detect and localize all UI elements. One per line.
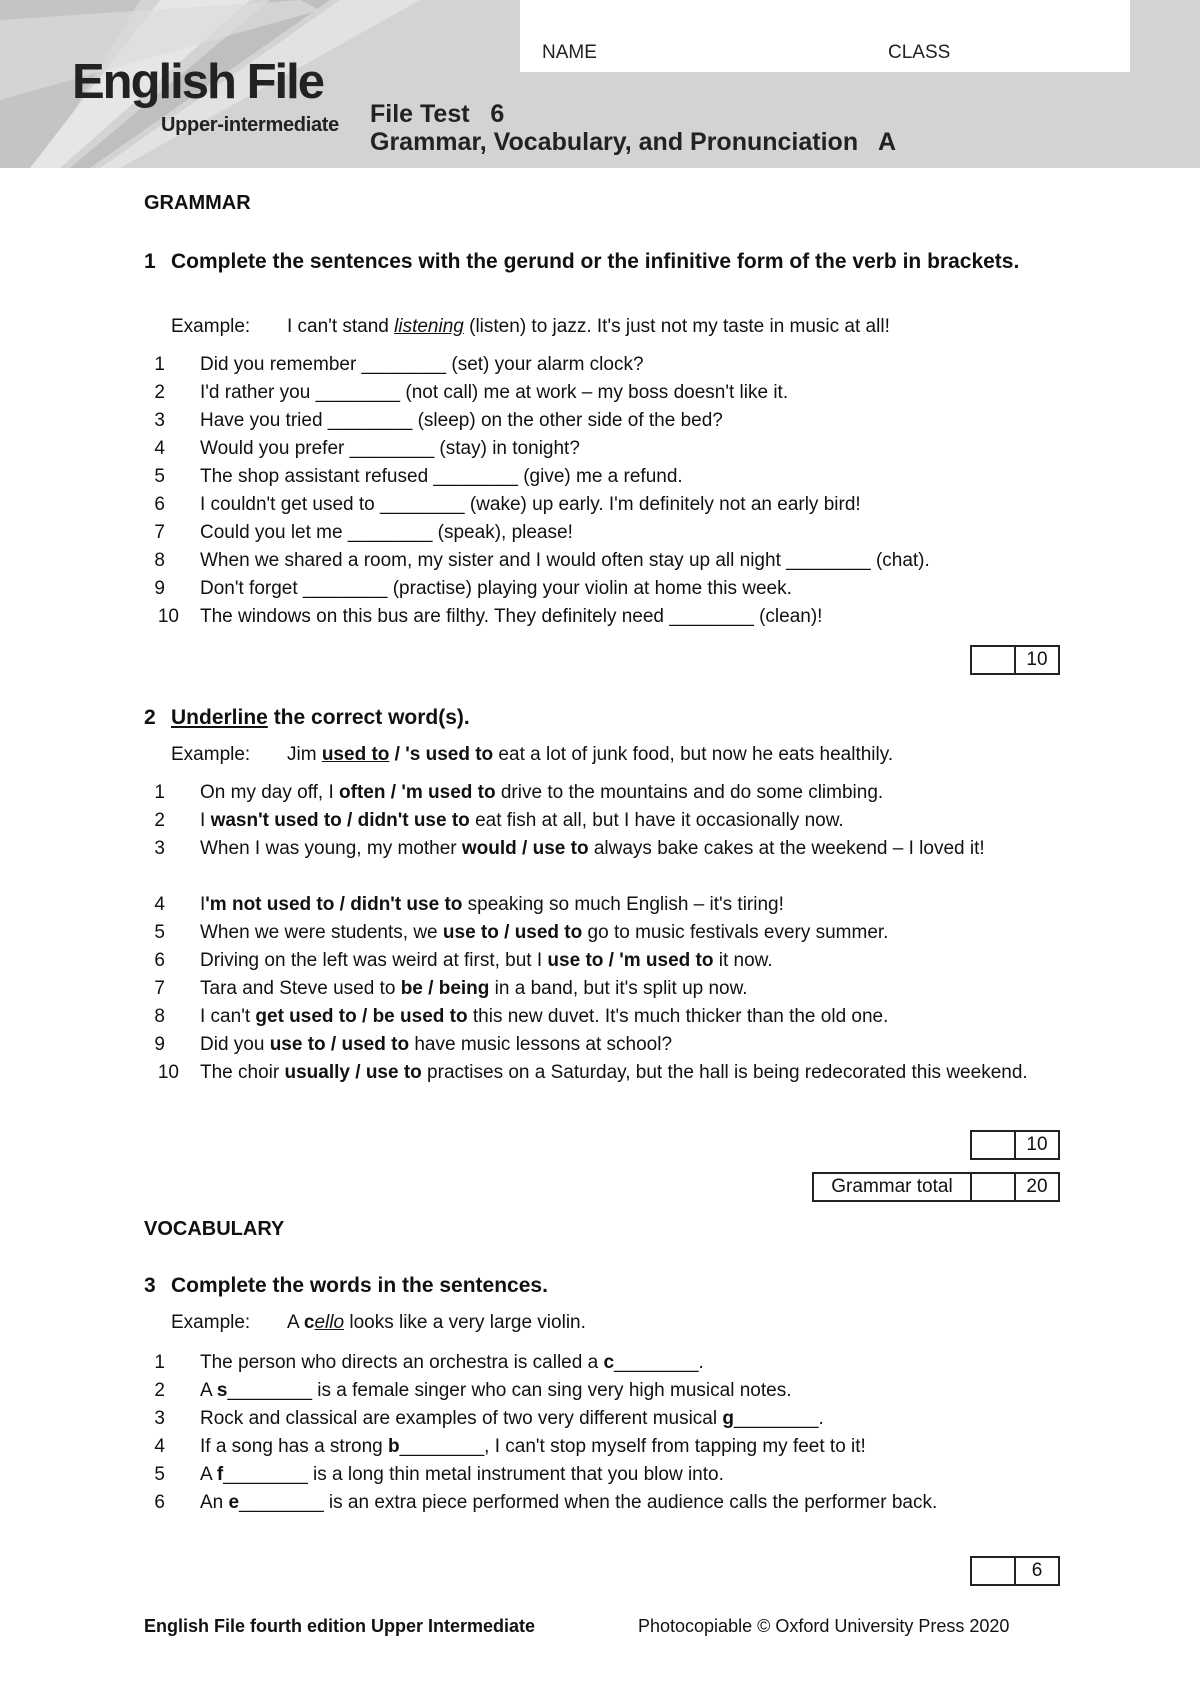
question-1-title <box>144 248 1064 275</box>
option-a[interactable]: wasn't used to <box>210 810 342 831</box>
option-b[interactable]: 'm used to <box>401 782 496 803</box>
item-text: Did you use to / used to have music lessons at school? <box>200 1034 673 1055</box>
item-text: When we were students, we use to / used to go to music festivals every summer. <box>200 922 889 943</box>
item-text: The choir usually / use to practises on a Saturday, but the hall is being redecorated this weekend. <box>200 1062 1028 1083</box>
question-item <box>154 1349 1071 1377</box>
first-letter-hint: g <box>722 1408 734 1429</box>
option-b[interactable]: be used to <box>372 1006 468 1027</box>
item-text: A s________ is a female singer who can sing very high musical notes. <box>200 1380 792 1401</box>
answer-blank[interactable]: ________ is a female singer who can sing very high musical notes. <box>227 1380 792 1401</box>
option-b[interactable]: used to <box>514 922 583 943</box>
file-test-title: File Test 6 <box>370 100 505 128</box>
item-text: When I was young, my mother would / use to always bake cakes at the weekend – I loved it! <box>200 838 985 859</box>
question-item <box>154 463 1071 491</box>
item-number: 2 <box>154 810 165 831</box>
option-a[interactable]: use to <box>547 950 604 971</box>
item-text: The shop assistant refused ________ (give) me a refund. <box>200 466 683 487</box>
question-item <box>154 1489 1071 1517</box>
option-a[interactable]: usually <box>284 1062 350 1083</box>
option-b[interactable]: didn't use to <box>350 894 463 915</box>
item-text: I couldn't get used to ________ (wake) up early. I'm definitely not an early bird! <box>200 494 861 515</box>
question-item <box>154 435 1071 463</box>
example-label: Example: <box>171 316 251 337</box>
question-item <box>154 407 1071 435</box>
example-wrong-option: 's used to <box>405 744 494 765</box>
item-number: 10 <box>157 606 179 627</box>
question-item <box>154 491 1071 519</box>
item-text: Have you tried ________ (sleep) on the other side of the bed? <box>200 410 723 431</box>
item-number: 7 <box>154 522 165 543</box>
item-number: 9 <box>154 578 165 599</box>
item-number: 3 <box>154 1408 165 1429</box>
answer-blank[interactable]: ________, I can't stop myself from tapping my feet to it! <box>399 1436 866 1457</box>
option-a[interactable]: use to <box>269 1034 326 1055</box>
question-item <box>154 1377 1071 1405</box>
item-text: Don't forget ________ (practise) playing your violin at home this week. <box>200 578 792 599</box>
question-item <box>154 891 1071 919</box>
grammar-total-box <box>812 1172 1060 1202</box>
option-separator: / <box>516 838 533 859</box>
item-text: If a song has a strong b________, I can't stop myself from tapping my feet to it! <box>200 1436 866 1457</box>
score-entry[interactable] <box>972 1558 1014 1584</box>
question-number: 3 <box>144 1274 156 1297</box>
option-separator: / <box>356 1006 373 1027</box>
option-separator: / <box>603 950 620 971</box>
item-number: 2 <box>154 382 165 403</box>
option-a[interactable]: would <box>461 838 517 859</box>
item-text: When we shared a room, my sister and I would often stay up all night ________ (chat). <box>200 550 930 571</box>
vocabulary-heading: VOCABULARY <box>144 1218 285 1240</box>
item-text: The windows on this bus are filthy. They definitely need ________ (clean)! <box>200 606 823 627</box>
item-number: 5 <box>154 1464 165 1485</box>
question-item <box>157 1059 1071 1087</box>
question-item <box>154 835 1071 863</box>
question-item <box>154 975 1071 1003</box>
option-separator: / <box>349 1062 366 1083</box>
item-text: I'm not used to / didn't use to speaking so much English – it's tiring! <box>200 894 784 915</box>
score-max: 10 <box>1014 1132 1058 1158</box>
question-item <box>154 919 1071 947</box>
footer-copyright: Photocopiable © Oxford University Press 2020 <box>638 1616 1010 1636</box>
question-item <box>154 519 1071 547</box>
item-text: I wasn't used to / didn't use to eat fish at all, but I have it occasionally now. <box>200 810 844 831</box>
item-number: 8 <box>154 1006 165 1027</box>
question-1-score-box <box>970 645 1060 675</box>
question-item <box>154 1461 1071 1489</box>
name-label: NAME <box>542 42 597 63</box>
item-text: Rock and classical are examples of two very different musical g________. <box>200 1408 824 1429</box>
first-letter-hint: f <box>216 1464 224 1485</box>
grammar-total-label: Grammar total <box>831 1176 953 1197</box>
score-entry[interactable] <box>972 1132 1014 1158</box>
item-number: 5 <box>154 922 165 943</box>
first-letter-hint: s <box>216 1380 228 1401</box>
item-text: A f________ is a long thin metal instrument that you blow into. <box>200 1464 724 1485</box>
answer-blank[interactable]: ________ is a long thin metal instrument that you blow into. <box>223 1464 724 1485</box>
question-item <box>154 947 1071 975</box>
question-item <box>157 603 1071 631</box>
first-letter-hint: c <box>603 1352 615 1373</box>
item-number: 6 <box>154 950 165 971</box>
option-b[interactable]: use to <box>365 1062 422 1083</box>
logo-subtitle: Upper-intermediate <box>161 114 339 136</box>
question-item <box>154 379 1071 407</box>
question-3-title <box>144 1272 1064 1299</box>
option-separator: / <box>341 810 358 831</box>
question-item <box>154 351 1071 379</box>
item-number: 4 <box>154 438 165 459</box>
question-2-title: 2 Underline the correct word(s). <box>144 706 470 729</box>
question-3-example: Example: A cello looks like a very large violin. <box>171 1312 586 1333</box>
item-number: 2 <box>154 1380 165 1401</box>
option-b[interactable]: didn't use to <box>357 810 470 831</box>
first-letter-hint: e <box>228 1492 240 1513</box>
item-text: Tara and Steve used to be / being in a band, but it's split up now. <box>200 978 748 999</box>
question-item <box>154 1031 1071 1059</box>
item-number: 1 <box>154 1352 165 1373</box>
test-subtitle: Grammar, Vocabulary, and Pronunciation A <box>370 128 897 156</box>
item-text: Could you let me ________ (speak), please! <box>200 522 573 543</box>
question-2-score-box <box>970 1130 1060 1160</box>
item-text: The person who directs an orchestra is called a c________. <box>200 1352 704 1373</box>
item-text: I can't get used to / be used to this new duvet. It's much thicker than the old one. <box>200 1006 889 1027</box>
example-label: Example: <box>171 744 251 765</box>
item-text: I'd rather you ________ (not call) me at work – my boss doesn't like it. <box>200 382 789 403</box>
item-text: An e________ is an extra piece performed when the audience calls the performer back. <box>200 1492 938 1513</box>
page-header <box>0 0 1200 168</box>
answer-blank[interactable]: ________. <box>733 1408 824 1429</box>
question-number: 1 <box>144 250 156 273</box>
name-class-box <box>520 0 1130 72</box>
example-answer: ello <box>314 1312 345 1333</box>
item-text: Did you remember ________ (set) your alarm clock? <box>200 354 644 375</box>
first-letter-hint: b <box>388 1436 400 1457</box>
option-separator: / <box>498 922 515 943</box>
item-number: 4 <box>154 894 165 915</box>
item-number: 6 <box>154 494 165 515</box>
option-a[interactable]: often <box>339 782 386 803</box>
question-3-score-box <box>970 1556 1060 1586</box>
question-item <box>154 807 1071 835</box>
item-number: 1 <box>154 782 165 803</box>
question-1-example: Example: I can't stand listening (listen) to jazz. It's just not my taste in music at all! <box>171 316 890 337</box>
item-number: 5 <box>154 466 165 487</box>
question-item <box>154 1405 1071 1433</box>
footer-edition: English File fourth edition Upper Intermediate <box>144 1616 536 1636</box>
item-number: 9 <box>154 1034 165 1055</box>
score-max: 10 <box>1014 647 1058 673</box>
question-item <box>154 547 1071 575</box>
question-instruction: Complete the sentences with the gerund or the infinitive form of the verb in brackets. <box>171 250 1020 273</box>
item-number: 8 <box>154 550 165 571</box>
option-a[interactable]: get used to <box>255 1006 357 1027</box>
item-text: On my day off, I often / 'm used to drive to the mountains and do some climbing. <box>200 782 884 803</box>
item-number: 1 <box>154 354 165 375</box>
item-number: 6 <box>154 1492 165 1513</box>
score-max: 20 <box>1014 1174 1058 1200</box>
option-b[interactable]: 'm used to <box>619 950 714 971</box>
option-a[interactable]: 'm not used to <box>205 894 335 915</box>
question-item <box>154 1433 1071 1461</box>
option-separator: / <box>325 1034 342 1055</box>
option-a[interactable]: use to <box>442 922 499 943</box>
question-number: 2 <box>144 706 156 729</box>
grammar-heading: GRAMMAR <box>144 192 251 214</box>
question-item <box>154 1003 1071 1031</box>
item-number: 4 <box>154 1436 165 1457</box>
option-separator: / <box>385 782 402 803</box>
item-number: 10 <box>157 1062 179 1083</box>
option-b[interactable]: being <box>438 978 490 999</box>
score-entry[interactable] <box>972 647 1014 673</box>
question-2-example: Example: Jim used to / 's used to eat a lot of junk food, but now he eats healthily. <box>171 744 894 765</box>
instruction-underline-word: Underline <box>171 706 268 729</box>
example-label: Example: <box>171 1312 251 1333</box>
question-item <box>154 779 1071 807</box>
item-number: 3 <box>154 410 165 431</box>
class-label: CLASS <box>888 42 951 63</box>
item-number: 7 <box>154 978 165 999</box>
option-b[interactable]: use to <box>532 838 589 859</box>
question-item <box>154 575 1071 603</box>
answer-blank[interactable]: ________ is an extra piece performed when the audience calls the performer back. <box>239 1492 938 1513</box>
logo-title: English File <box>72 55 323 109</box>
option-a[interactable]: be <box>400 978 423 999</box>
score-entry[interactable] <box>970 1174 1014 1200</box>
item-number: 3 <box>154 838 165 859</box>
example-answer: listening <box>394 316 464 337</box>
option-separator: / <box>334 894 351 915</box>
score-max: 6 <box>1014 1558 1058 1584</box>
option-separator: / <box>422 978 439 999</box>
option-b[interactable]: used to <box>341 1034 410 1055</box>
item-text: Driving on the left was weird at first, but I use to / 'm used to it now. <box>200 950 773 971</box>
item-text: Would you prefer ________ (stay) in tonight? <box>200 438 580 459</box>
question-instruction: Complete the words in the sentences. <box>171 1274 548 1297</box>
example-correct-option: used to <box>321 744 390 765</box>
answer-blank[interactable]: ________. <box>614 1352 704 1373</box>
